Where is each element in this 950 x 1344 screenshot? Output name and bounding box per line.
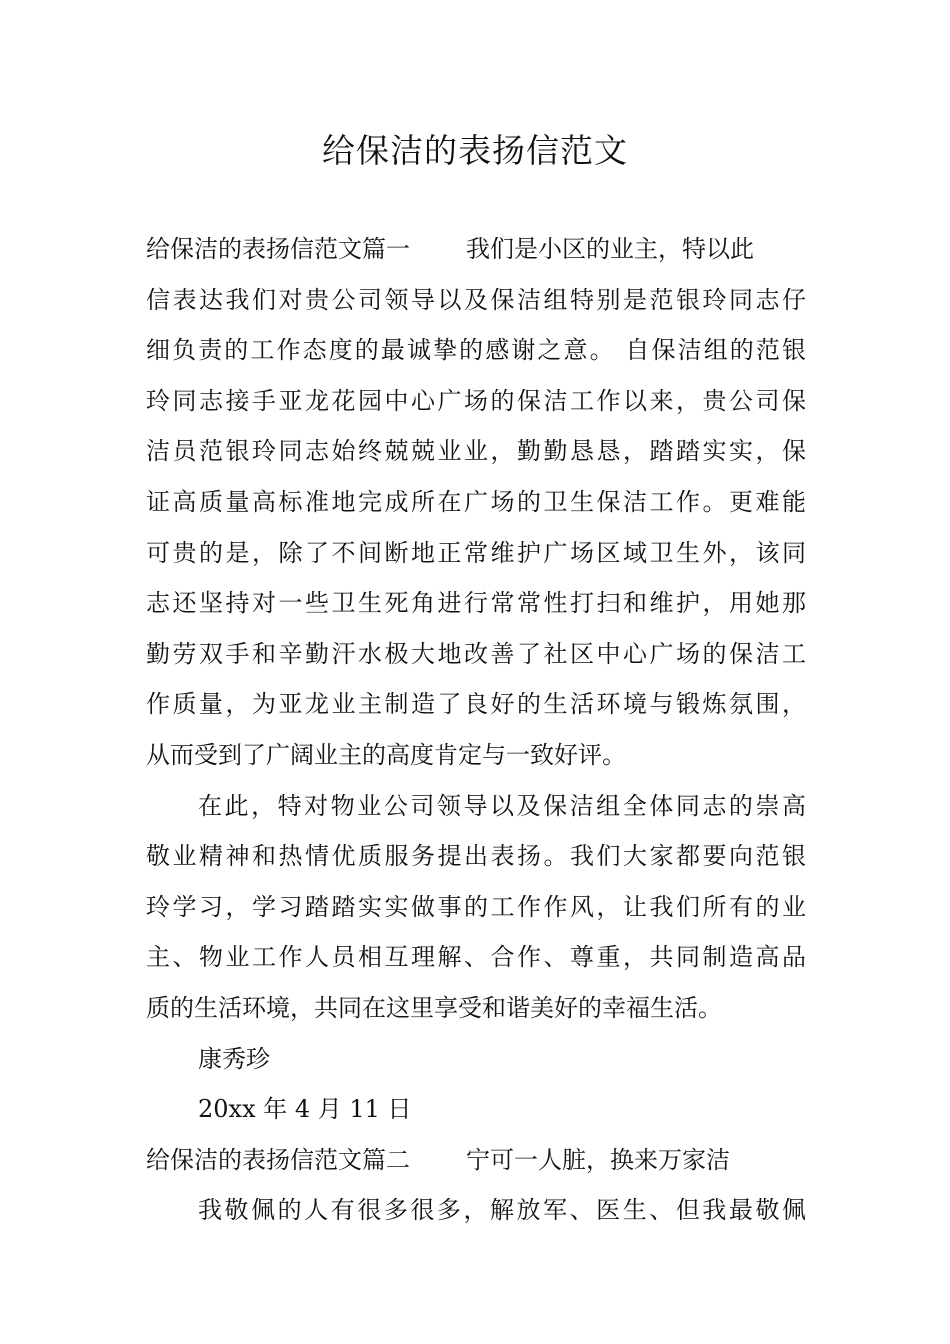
text-line: 细负责的工作态度的最诚挚的感谢之意。 自保洁组的范银 <box>146 336 806 365</box>
document-body <box>146 224 806 1236</box>
text-line: 洁员范银玲同志始终兢兢业业，勤勤恳恳，踏踏实实，保 <box>146 437 806 466</box>
text-line: 可贵的是，除了不间断地正常维护广场区域卫生外，该同 <box>146 538 806 567</box>
text-line: 志还坚持对一些卫生死角进行常常性打扫和维护，用她那 <box>146 589 806 618</box>
text-line: 证高质量高标准地完成所在广场的卫生保洁工作。更难能 <box>146 487 806 516</box>
text-line <box>146 1135 806 1186</box>
text-line: 主、物业工作人员相互理解、合作、尊重，共同制造高品 <box>146 943 806 972</box>
text-line: 玲同志接手亚龙花园中心广场的保洁工作以来，贵公司保 <box>146 386 806 415</box>
signature-date: 20xx 年 4 月 11 日 <box>198 1095 412 1124</box>
signature-name: 康秀珍 <box>198 1044 270 1073</box>
text-line: 敬业精神和热情优质服务提出表扬。我们大家都要向范银 <box>146 842 806 871</box>
text-line: 玲学习，学习踏踏实实做事的工作作风，让我们所有的业 <box>146 892 806 921</box>
paragraph-text: 我们是小区的业主，特以此 <box>466 235 754 263</box>
section-subtitle: 宁可一人脏，换来万家洁 <box>466 1145 730 1174</box>
text-line: 从而受到了广阔业主的高度肯定与一致好评。 <box>146 740 626 769</box>
section-heading: 给保洁的表扬信范文篇一 <box>146 235 410 263</box>
document-title: 给保洁的表扬信范文 <box>322 131 628 170</box>
text-line <box>146 224 806 275</box>
text-line: 我敬佩的人有很多很多，解放军、医生、但我最敬佩 <box>198 1196 806 1225</box>
text-line: 作质量，为亚龙业主制造了良好的生活环境与锻炼氛围， <box>146 690 806 719</box>
text-line: 在此，特对物业公司领导以及保洁组全体同志的崇高 <box>198 791 806 820</box>
text-line: 信表达我们对贵公司领导以及保洁组特别是范银玲同志仔 <box>146 285 806 314</box>
text-line: 质的生活环境，共同在这里享受和谐美好的幸福生活。 <box>146 993 722 1022</box>
text-line: 勤劳双手和辛勤汗水极大地改善了社区中心广场的保洁工 <box>146 639 806 668</box>
section-heading: 给保洁的表扬信范文篇二 <box>146 1145 410 1174</box>
